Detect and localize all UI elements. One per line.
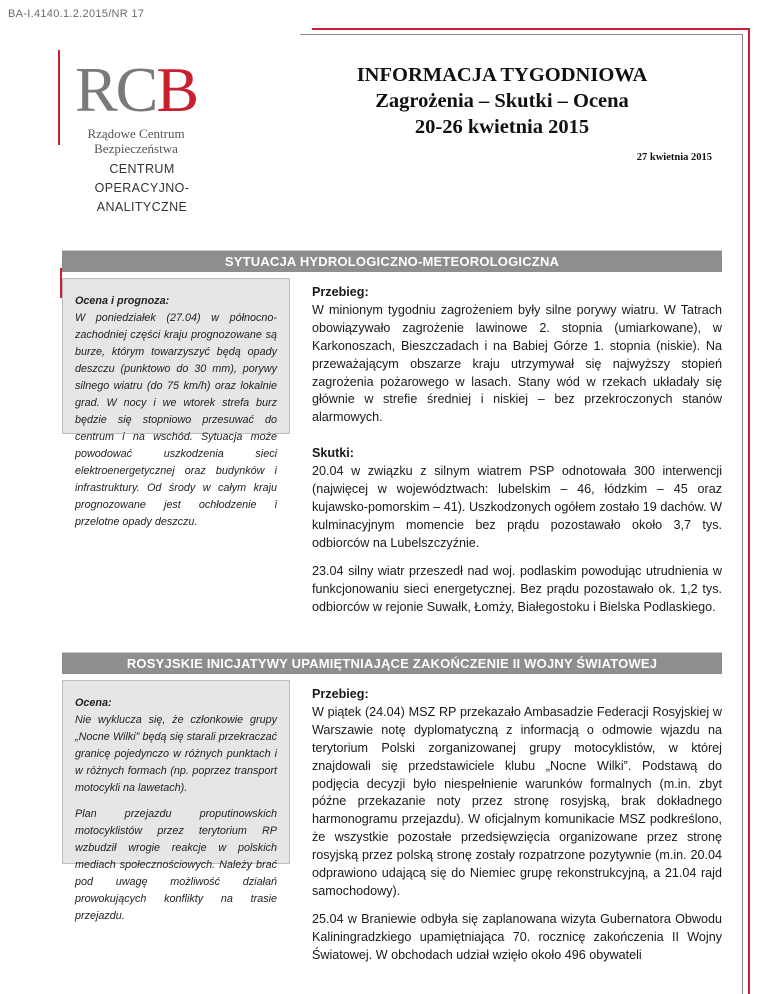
block-text: 25.04 w Braniewie odbyła się zaplanowana wizyta Gubernatora Obwodu Kaliningradzkiego upamiętniająca 70. rocznicę zakończenia II Wojny Światowej. W obchodach udział wzięło około 496 obywateli [312,911,722,962]
unit-line2: OPERACYJNO-ANALITYCZNE [94,181,190,214]
logo-letters [62,54,210,125]
side-text: W poniedziałek (27.04) w północno-zachodniej części kraju prognozowane są burze, którym towarzyszyć będą opady deszczu (punktowo do 30 mm), porywy silnego wiatru (do 75 km/h) oraz lokalnie grad. W nocy i we wtorek strefa burz będzie się stopniowo przesuwać do centrum i na wschód. Sytuacja może powodować uszkodzenia sieci elektroenergetycznej oraz budynków i infrastruktury. Od środy w całym kraju prognozowane jest ochłodzenie i przelotne opady deszczu. [75,312,277,528]
side-box-hydro [62,278,290,528]
main-column-russian [312,686,722,975]
unit-line1: CENTRUM [109,162,175,176]
section-bar-russian: ROSYJSKIE INICJATYWY UPAMIĘTNIAJĄCE ZAKOŃCZENIE II WOJNY ŚWIATOWEJ [62,652,722,674]
side-paragraph [75,806,277,925]
block-heading: Przebieg: [312,285,369,299]
frame-line-right-gray [742,34,743,994]
block-text: 20.04 w związku z silnym wiatrem PSP odnotowała 300 interwencji (najwięcej w województwach: lubelskim – 46, łódzkim – 45 oraz kujawsko-pomorskim – 41). Uszkodzonych ogółem zostało 19 dachów. W kulminacyjnym momencie bez prądu pozostawało około 3,7 tys. odbiorców na Lubelszczyźnie. [312,464,722,550]
frame-line-top [312,28,750,30]
main-block [312,284,722,427]
block-heading: Przebieg: [312,687,369,701]
document-reference: BA-I.4140.1.2.2015/NR 17 [8,8,145,20]
main-block [312,563,722,617]
report-period: 20-26 kwietnia 2015 [414,116,590,138]
frame-line-right [748,28,750,994]
report-date: 27 kwietnia 2015 [636,152,712,163]
side-paragraph [75,695,277,797]
side-text: Nie wyklucza się, że członkowie grupy „Nocne Wilki” będą się starali przekraczać granicę pojedynczo w różnych punktach i w różnych formach (np. poprzez transport motocykli na lawetach). [75,714,277,794]
logo-rc: RC [74,54,157,125]
block-text: 23.04 silny wiatr przeszedł nad woj. podlaskim powodując utrudnienia w funkcjonowaniu sieci energetycznej. Bez prądu pozostawało ok. 1,2 tys. odbiorców w rejonie Suwałk, Łomży, Białegostoku i Bielska Podlaskiego. [312,563,722,614]
rcb-logo [62,54,210,156]
logo-name-line1: Rządowe Centrum [87,126,185,141]
main-block [312,911,722,965]
report-header [312,62,692,140]
frame-line-left [58,50,60,145]
section-bar-hydro: SYTUACJA HYDROLOGICZNO-METEOROLOGICZNA [62,250,722,272]
unit-name [58,160,226,217]
main-column-hydro [312,284,722,626]
side-box-russian [62,680,290,922]
side-text: Plan przejazdu proputinowskich motocyklistów przez terytorium RP wzbudził wrogie reakcje w polskich mediach społecznościowych. Należy brać pod uwagę możliwość działań prowokujących konflikty na trasie przejazdu. [75,808,277,922]
side-paragraph [75,293,277,531]
main-block [312,445,722,552]
report-title: INFORMACJA TYGODNIOWA [356,64,648,86]
main-block [312,686,722,901]
side-label: Ocena: [75,697,112,709]
logo-b: B [156,54,198,125]
side-label: Ocena i prognoza: [75,295,170,307]
frame-line-top-gray [300,34,742,35]
block-text: W piątek (24.04) MSZ RP przekazało Ambasadzie Federacji Rosyjskiej w Warszawie notę dyplomatyczną z informacją o odmowie wjazdu na terytorium Polski zorganizowanej grupy motocyklistów, w której znajdowali się przedstawiciele klubu „Nocne Wilki”. Podstawą do podjęcia decyzji było niespełnienie warunków formalnych (m.in. zbyt późne przekazanie noty przez stronę rosyjską, brak dokładnego harmonogramu przejazdu). W oficjalnym komunikacie MSZ podkreślono, że wszystkie pozostałe przedsięwzięcia organizowane przez stronę rosyjską przez polską stronę zostały rozpatrzone pozytywnie (m.in. 20.04 odprawiono udającą się do Niemiec grupę rekonstrukcyjną, a 21.04 rajd samochodowy). [312,704,722,898]
report-subtitle: Zagrożenia – Skutki – Ocena [375,90,629,112]
block-text: W minionym tygodniu zagrożeniem były silne porywy wiatru. W Tatrach obowiązywało zagrożenie lawinowe 2. stopnia (umiarkowane), w Karkonoszach, Bieszczadach i na Babiej Górze 1. stopnia (niskie). Na przeważającym obszarze kraju utrzymywał się najwyższy stopień zagrożenia pożarowego w lasach. Stany wód w rzekach układały się głównie w strefie średniej i niskiej – bez przekroczonych stanów alarmowych. [312,302,722,425]
logo-name-line2: Bezpieczeństwa [94,141,178,156]
block-heading: Skutki: [312,446,354,461]
